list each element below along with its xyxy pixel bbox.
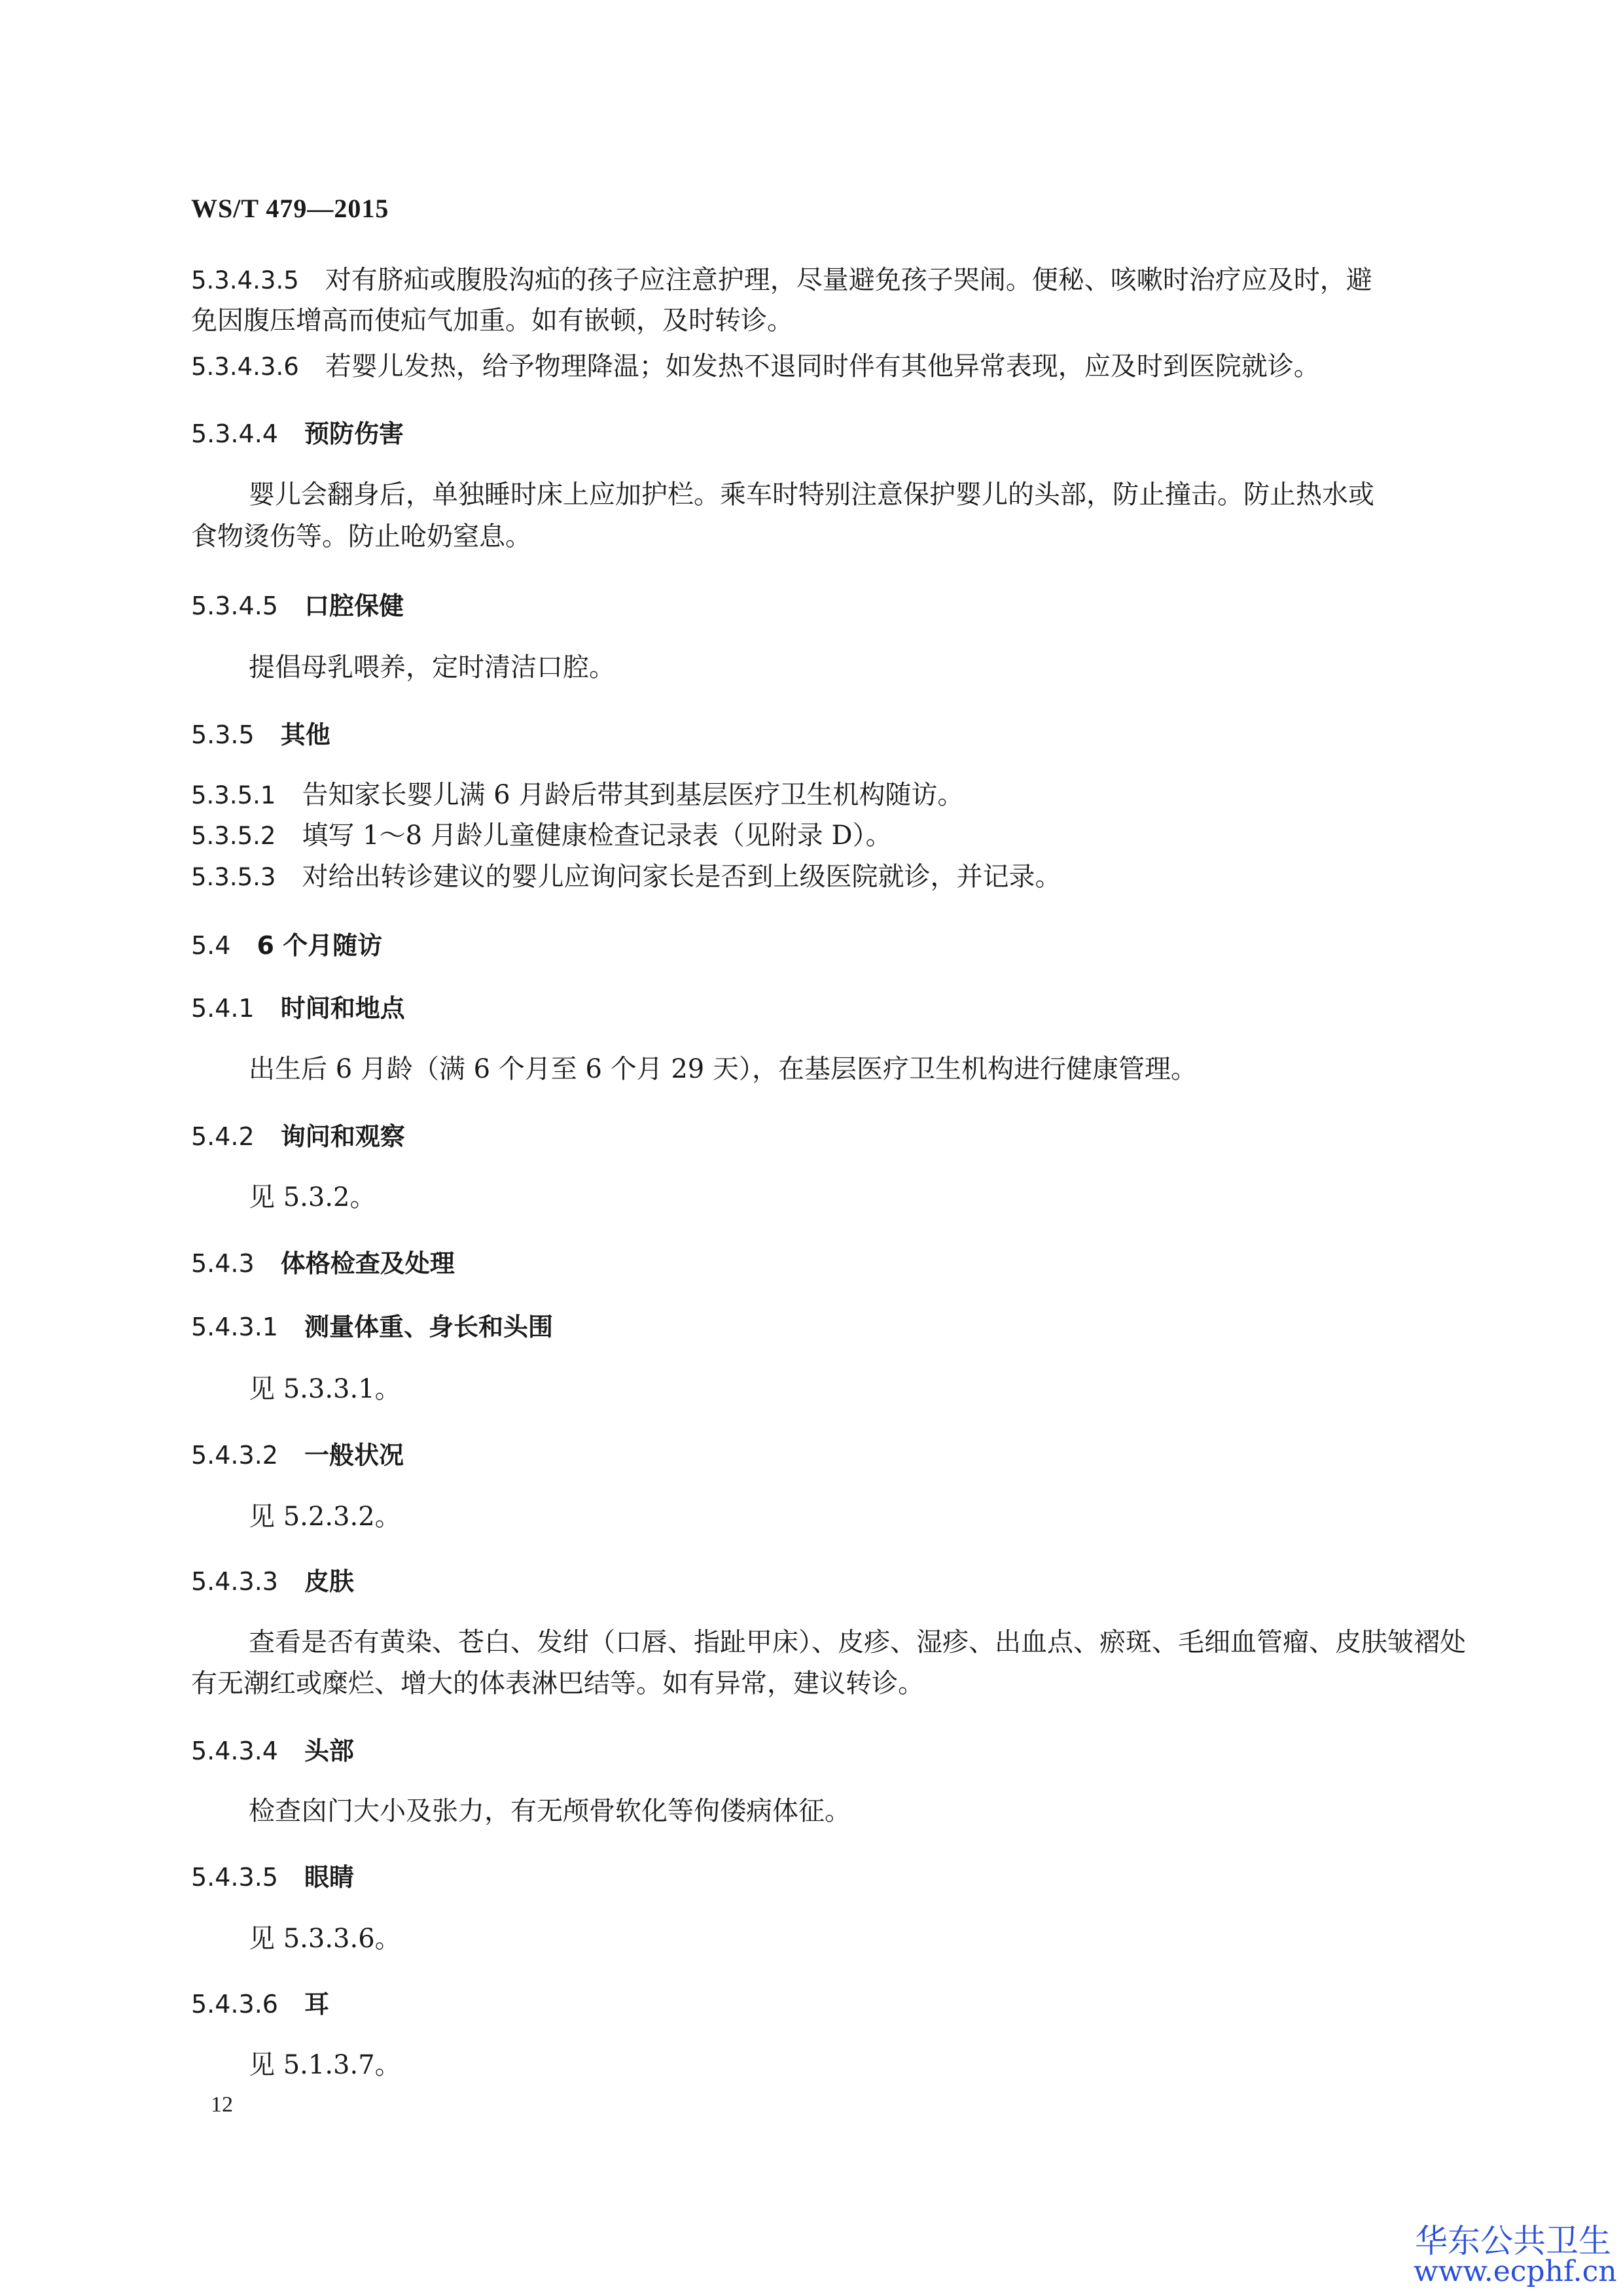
- paragraph: 提倡母乳喂养，定时清洁口腔。: [249, 652, 615, 682]
- heading-5-4-3-6: [191, 1984, 329, 2020]
- heading-number: 5.4: [191, 931, 231, 960]
- heading-number: 5.4.3.5: [191, 1863, 278, 1892]
- heading-title: 眼睛: [304, 1863, 354, 1892]
- clause-number: 5.3.5.3: [191, 863, 276, 891]
- heading-title: 询问和观察: [280, 1122, 405, 1151]
- heading-title: 6 个月随访: [257, 931, 383, 960]
- watermark-url: www.ecphf.cn: [1414, 2255, 1617, 2288]
- clause-number: 5.3.5.2: [191, 822, 276, 850]
- heading-5-3-5: [191, 715, 330, 751]
- paragraph: 见 5.1.3.7。: [249, 2050, 401, 2080]
- clause-5-3-4-3-6: [191, 347, 1320, 387]
- heading-number: 5.3.4.5: [191, 592, 278, 620]
- heading-number: 5.4.2: [191, 1122, 255, 1151]
- heading-title: 头部: [304, 1737, 354, 1765]
- heading-title: 一般状况: [304, 1441, 404, 1470]
- heading-number: 5.3.4.4: [191, 419, 278, 448]
- clause-5-3-4-3-5: [191, 260, 1372, 300]
- heading-number: 5.4.3: [191, 1249, 255, 1278]
- clause-number: 5.3.4.3.5: [191, 266, 299, 294]
- clause-text-line1: 对有脐疝或腹股沟疝的孩子应注意护理，尽量避免孩子哭闹。便秘、咳嗽时治疗应及时，避: [325, 265, 1372, 295]
- clause-number: 5.3.5.1: [191, 781, 276, 809]
- heading-5-4-2: [191, 1116, 405, 1152]
- heading-5-4-3: [191, 1243, 455, 1279]
- clause-5-3-5-3: [191, 857, 1061, 897]
- heading-title: 口腔保健: [304, 592, 404, 620]
- heading-5-3-4-5: [191, 586, 404, 622]
- clause-text: 对给出转诊建议的婴儿应询问家长是否到上级医院就诊，并记录。: [302, 862, 1061, 892]
- clause-text: 告知家长婴儿满 6 月龄后带其到基层医疗卫生机构随访。: [302, 780, 964, 810]
- clause-5-3-5-2: [191, 816, 892, 856]
- page-number: 12: [211, 2093, 233, 2117]
- paragraph: 查看是否有黄染、苍白、发绀（口唇、指趾甲床）、皮疹、湿疹、出血点、瘀斑、毛细血管瘤、皮肤皱褶处: [249, 1627, 1466, 1657]
- clause-number: 5.3.4.3.6: [191, 353, 299, 381]
- heading-number: 5.4.3.3: [191, 1567, 278, 1596]
- heading-title: 耳: [304, 1990, 329, 2019]
- paragraph-cont: 有无潮红或糜烂、增大的体表淋巴结等。如有异常，建议转诊。: [191, 1669, 924, 1699]
- paragraph: 见 5.2.3.2。: [249, 1502, 401, 1532]
- heading-number: 5.4.3.4: [191, 1737, 278, 1765]
- heading-title: 时间和地点: [280, 994, 405, 1023]
- heading-5-4: [191, 925, 382, 961]
- heading-number: 5.4.3.6: [191, 1990, 278, 2019]
- heading-title: 测量体重、身长和头围: [304, 1313, 553, 1341]
- paragraph: 婴儿会翻身后，单独睡时床上应加护栏。乘车时特别注意保护婴儿的头部，防止撞击。防止热水或: [249, 480, 1374, 510]
- heading-5-4-1: [191, 988, 405, 1024]
- paragraph: 见 5.3.3.6。: [249, 1924, 401, 1954]
- clause-5-3-5-1: [191, 775, 963, 815]
- heading-number: 5.4.3.1: [191, 1313, 278, 1341]
- heading-number: 5.3.5: [191, 720, 255, 749]
- document-header: WS/T 479—2015: [191, 194, 389, 223]
- heading-title: 预防伤害: [304, 419, 404, 448]
- heading-5-3-4-4: [191, 414, 404, 450]
- clause-5-3-4-3-5-cont: 免因腹压增高而使疝气加重。如有嵌顿，及时转诊。: [191, 306, 793, 336]
- heading-5-4-3-2: [191, 1435, 404, 1471]
- heading-5-4-3-5: [191, 1857, 354, 1893]
- heading-title: 皮肤: [304, 1567, 354, 1596]
- watermark-title: 华东公共卫生: [1415, 2222, 1611, 2260]
- heading-number: 5.4.1: [191, 994, 255, 1023]
- clause-text: 填写 1～8 月龄儿童健康检查记录表（见附录 D）。: [302, 821, 892, 851]
- paragraph: 见 5.3.3.1。: [249, 1374, 401, 1404]
- heading-title: 体格检查及处理: [280, 1249, 455, 1278]
- heading-number: 5.4.3.2: [191, 1441, 278, 1470]
- paragraph-cont: 食物烫伤等。防止呛奶窒息。: [191, 521, 531, 552]
- paragraph: 出生后 6 月龄（满 6 个月至 6 个月 29 天），在基层医疗卫生机构进行健康管理。: [249, 1054, 1197, 1084]
- heading-5-4-3-3: [191, 1561, 354, 1597]
- heading-5-4-3-1: [191, 1307, 553, 1343]
- paragraph: 见 5.3.2。: [249, 1182, 376, 1212]
- clause-text: 若婴儿发热，给予物理降温；如发热不退同时伴有其他异常表现，应及时到医院就诊。: [325, 351, 1320, 381]
- heading-title: 其他: [280, 720, 330, 749]
- heading-5-4-3-4: [191, 1731, 354, 1767]
- paragraph: 检查囟门大小及张力，有无颅骨软化等佝偻病体征。: [249, 1796, 851, 1826]
